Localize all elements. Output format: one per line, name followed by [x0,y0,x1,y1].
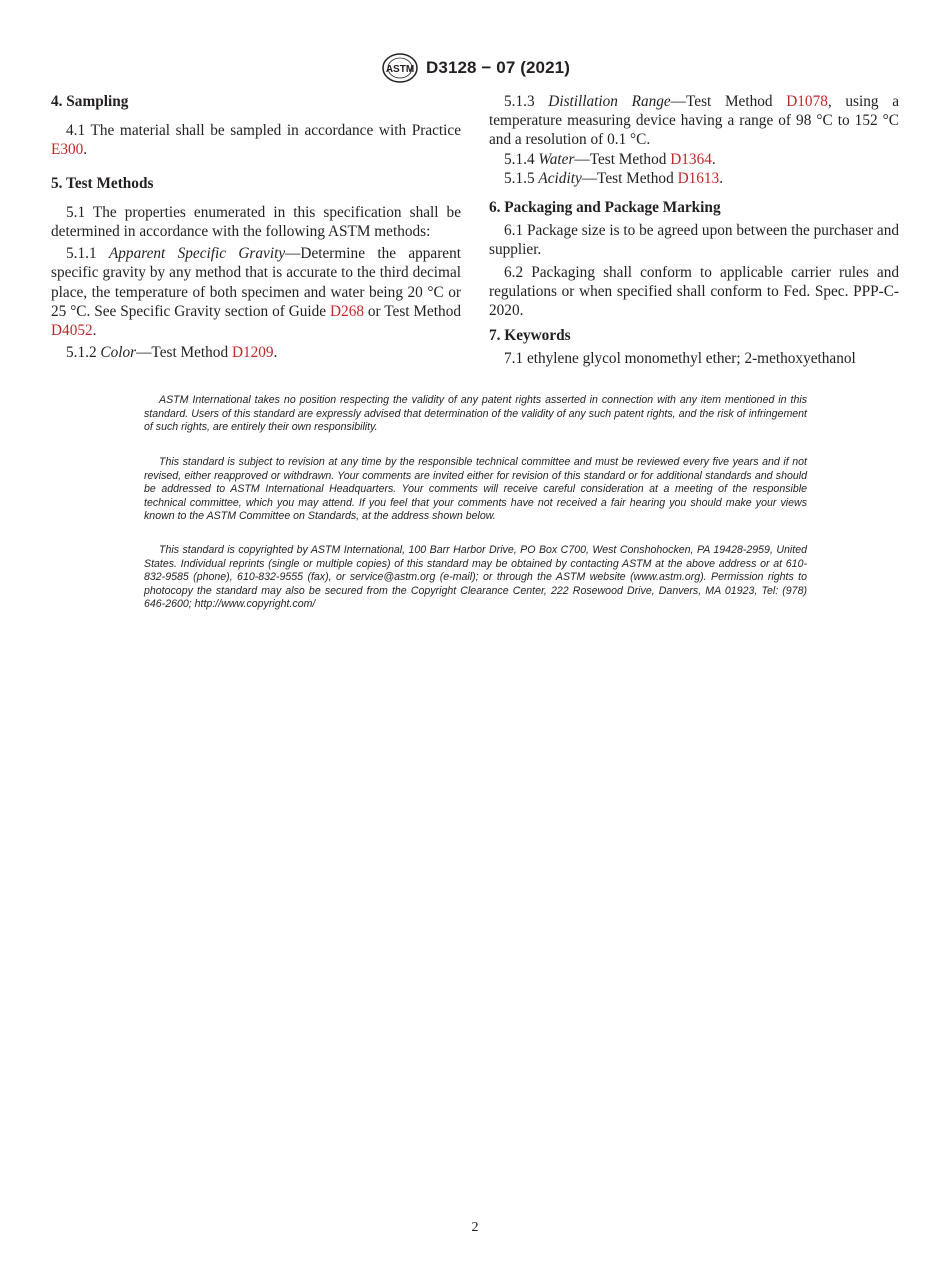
paragraph-6-2: 6.2 Packaging shall conform to applicable carrier rules and regulations or when specified shall conform to Fed. Spec. PPP-C-2020. [489,263,899,320]
astm-logo [380,52,420,84]
p41-end: . [83,141,88,159]
copyright-notice: This standard is copyrighted by ASTM International, 100 Barr Harbor Drive, PO Box C700, West Conshohocken, PA 19428-2959, United States. Individual reprints (single or multiple copies) of this standard may be obtained by contacting ASTM at the above address or at 610-832-9585 (phone), 610-832-9555 (fax), or service@astm.org (e-mail); or through the ASTM website (www.astm.org). Permission rights to photocopy the standard may also be secured from the Copyright Clearance Center, 222 Rosewood Drive, Danvers, MA 01923, Tel: (978) 646-2600; http://www.copyright.com/ [144,544,807,611]
link-d1209[interactable]: D1209 [231,344,274,362]
link-d1078[interactable]: D1078 [786,93,828,110]
page-header [0,52,950,84]
link-d1613[interactable]: D1613 [677,169,720,187]
p511-num: 5.1.1 [66,245,109,263]
section-4-heading: 4. Sampling [51,93,129,110]
paragraph-5-1: 5.1 The properties enumerated in this specification shall be determined in accordance with the following ASTM methods: [51,203,461,241]
p511-end: . [92,322,97,340]
p513-post: , using a temperature measuring device having a range of 98 °C to 152 °C and a resolution of 0.1 °C. [489,93,899,149]
logo-text: ASTM [385,64,415,75]
p514-text: —Test Method [574,150,671,168]
paragraph-5-1-2 [51,343,461,362]
p512-num: 5.1.2 [66,344,101,362]
p514-term: Water [538,150,575,168]
link-e300[interactable]: E300 [51,141,84,159]
p513-term: Distillation Range [548,93,671,110]
paragraph-5-1-1 [51,244,461,340]
link-d1364[interactable]: D1364 [670,150,712,168]
link-d4052[interactable]: D4052 [51,322,93,340]
link-d268[interactable]: D268 [330,302,364,320]
patent-notice: ASTM International takes no position respecting the validity of any patent rights asserted in connection with any item mentioned in this standard. Users of this standard are expressly advised that determination of the validity of any such patent rights, and the risk of infringement of such rights, are entirely their own responsibility. [144,394,807,434]
left-column [51,92,461,362]
p514-num: 5.1.4 [504,150,539,168]
right-column [489,92,899,369]
p512-end: . [273,344,278,362]
paragraph-7-1: 7.1 ethylene glycol monomethyl ether; 2-methoxyethanol [504,350,856,368]
section-5-heading: 5. Test Methods [51,174,154,192]
paragraph-5-1-5 [489,169,899,188]
page-number: 2 [471,1220,479,1235]
p514-end: . [711,150,716,168]
paragraph-5-1-3 [489,92,899,150]
p41-text: 4.1 The material shall be sampled in accordance with Practice [66,122,461,140]
p515-term: Acidity [538,169,582,187]
revision-notice: This standard is subject to revision at any time by the responsible technical committee and must be reviewed every five years and if not revised, either reapproved or withdrawn. Your comments are invited either for revision of this standard or for additional standards and should be addressed to ASTM International Headquarters. Your comments will receive careful consideration at a meeting of the responsible technical committee, which you may attend. If you feel that your comments have not received a fair hearing you should make your views known to the ASTM Committee on Standards, at the address shown below. [144,456,807,523]
section-7-heading: 7. Keywords [489,327,571,345]
paragraph-6-1: 6.1 Package size is to be agreed upon between the purchaser and supplier. [489,222,900,259]
document-number: D3128 − 07 (2021) [426,58,570,77]
paragraph-4-1 [51,121,461,159]
p513-num: 5.1.3 [504,93,549,110]
p512-term: Color [100,344,137,362]
p511-text: —Determine the apparent specific gravity by any method that is accurate to the third decimal place, the temperature of both specimen and water being 20 °C or 25 °C. See Specific Gravity section of Guide [51,245,461,320]
p513-text: —Test Method [670,93,787,110]
p515-end: . [719,169,724,187]
p512-text: —Test Method [136,344,232,362]
p511-term: Apparent Specific Gravity [108,245,286,263]
section-6-heading: 6. Packaging and Package Marking [489,199,721,217]
p515-num: 5.1.5 [504,169,539,187]
p515-text: —Test Method [581,169,678,187]
p511-mid: or Test Method [364,302,462,320]
paragraph-5-1-4 [489,150,899,169]
